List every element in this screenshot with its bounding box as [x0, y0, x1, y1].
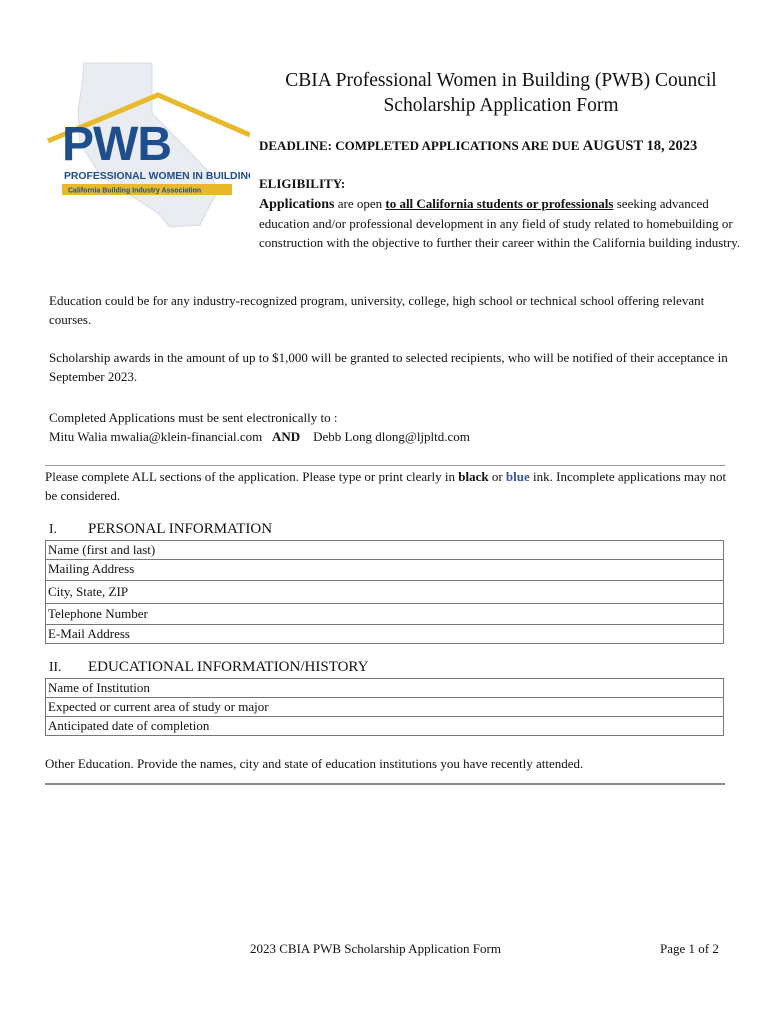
field-name[interactable]: Name (first and last)	[46, 541, 724, 560]
table-row	[46, 679, 724, 698]
instructions-black: black	[458, 469, 489, 484]
section-2-title: EDUCATIONAL INFORMATION/HISTORY	[88, 659, 369, 675]
eligibility-text-a: are open	[334, 196, 386, 211]
instructions-b: ink. Incomplete applications may not be considered.	[45, 469, 727, 503]
deadline-label: DEADLINE: COMPLETED APPLICATIONS ARE DUE	[259, 138, 583, 153]
education-paragraph: Education could be for any industry-recognized program, university, college, high school or technical school offering relevant courses.	[49, 293, 705, 327]
eligibility-heading: ELIGIBILITY:	[259, 176, 346, 191]
other-education-prompt: Other Education. Provide the names, city and state of education institutions you have recently attended.	[45, 756, 584, 771]
awards-paragraph: Scholarship awards in the amount of up to $1,000 will be granted to selected recipients, who will be notified of their acceptance in September 2023.	[49, 350, 728, 384]
deadline-notice	[259, 138, 697, 155]
section-2-heading	[49, 659, 368, 676]
instructions-a: Please complete ALL sections of the application. Please type or print clearly in	[45, 469, 459, 484]
field-telephone[interactable]: Telephone Number	[46, 604, 724, 625]
and-label: AND	[271, 429, 301, 444]
section-1-heading	[49, 521, 272, 538]
section-1-number: I.	[49, 521, 57, 536]
section-1-title: PERSONAL INFORMATION	[88, 521, 273, 537]
other-education-line	[45, 783, 725, 785]
page-title	[262, 68, 740, 118]
table-row	[46, 717, 724, 736]
eligibility-text-b: seeking advanced education and/or professional development in any field of study related to homebuilding or construction with the objective to further their career within the California building industry.	[259, 196, 741, 250]
field-mailing-address[interactable]: Mailing Address	[46, 560, 724, 581]
personal-info-table	[45, 540, 724, 644]
logo-tagline: California Building Industry Association	[68, 187, 202, 195]
contact-debb: Debb Long dlong@ljpltd.com	[313, 429, 470, 444]
table-row	[46, 604, 724, 625]
logo-mark: PWB	[62, 118, 171, 171]
footer-page-number: Page 1 of 2	[660, 941, 719, 956]
instructions	[45, 467, 735, 505]
field-area-of-study[interactable]: Expected or current area of study or major	[46, 698, 724, 717]
eligibility-emphasis: to all California students or professionals	[385, 196, 614, 211]
field-email[interactable]: E-Mail Address	[46, 625, 724, 644]
table-row	[46, 698, 724, 717]
table-row	[46, 581, 724, 604]
table-row	[46, 560, 724, 581]
eligibility-lead: Applications	[259, 197, 335, 212]
title-line-1: CBIA Professional Women in Building (PWB) Council	[285, 70, 717, 91]
eligibility-text	[259, 194, 749, 252]
title-line-2: Scholarship Application Form	[383, 95, 619, 116]
instructions-or: or	[488, 469, 506, 484]
pwb-logo	[40, 55, 250, 235]
education-info-table	[45, 678, 724, 736]
field-completion-date[interactable]: Anticipated date of completion	[46, 717, 724, 736]
table-row	[46, 625, 724, 644]
logo-name: PROFESSIONAL WOMEN IN BUILDING	[64, 171, 250, 182]
send-line: Completed Applications must be sent electronically to :	[49, 410, 338, 425]
field-institution[interactable]: Name of Institution	[46, 679, 724, 698]
deadline-date: AUGUST 18, 2023	[582, 138, 698, 154]
contacts-line	[49, 427, 729, 446]
section-2-number: II.	[49, 659, 62, 674]
field-city-state-zip[interactable]: City, State, ZIP	[46, 581, 724, 604]
table-row	[46, 541, 724, 560]
footer-form-name: 2023 CBIA PWB Scholarship Application Form	[250, 941, 501, 956]
instructions-blue: blue	[505, 469, 530, 484]
pwb-logo-graphic	[40, 55, 250, 235]
divider-top	[45, 465, 725, 466]
submission-paragraph	[49, 408, 729, 446]
contact-mitu: Mitu Walia mwalia@klein-financial.com	[49, 429, 263, 444]
